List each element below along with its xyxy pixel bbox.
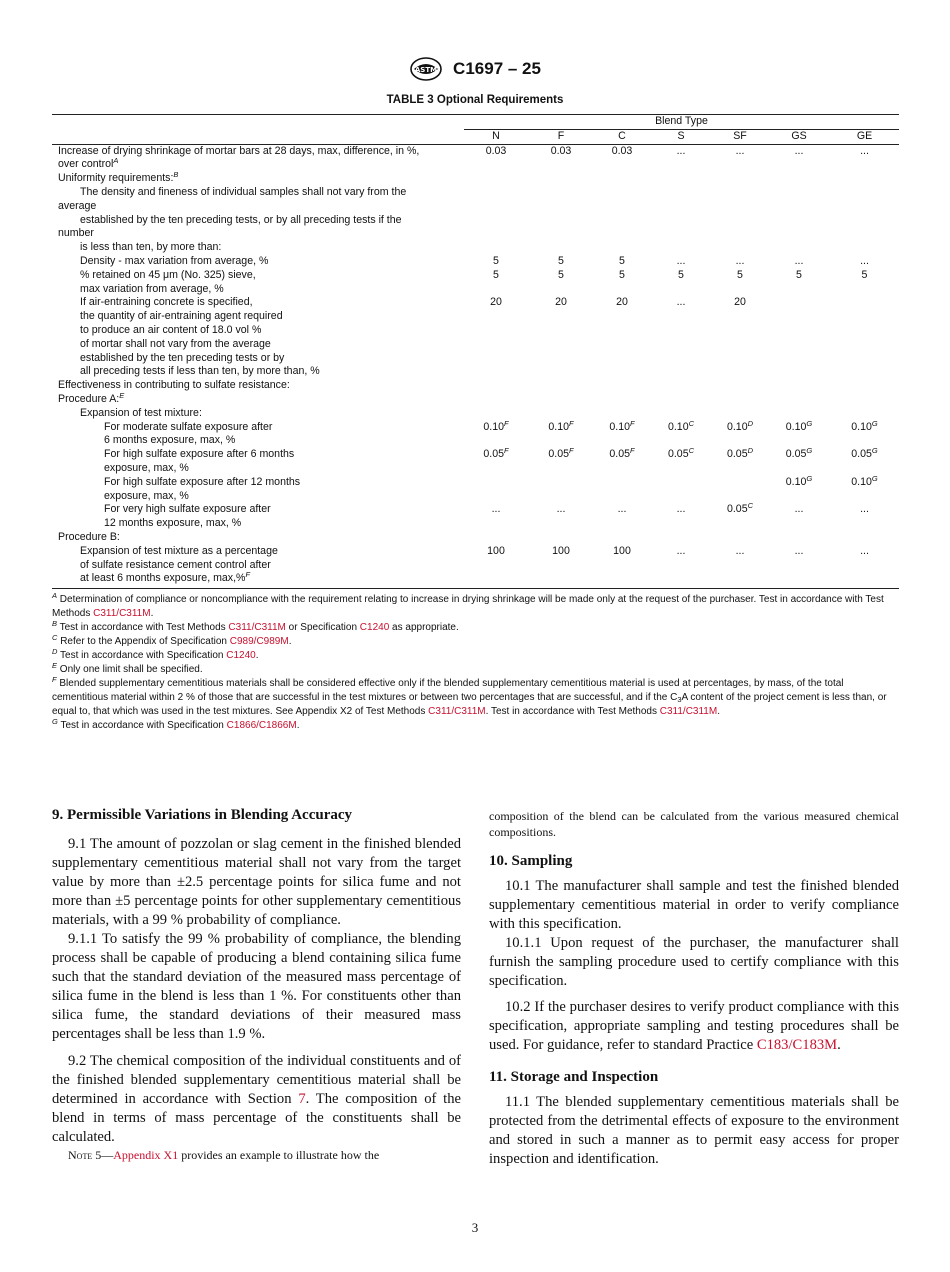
table-cell: 5 [619, 254, 625, 267]
astm-logo-text: ASTM [414, 66, 438, 74]
table-header-row [52, 115, 899, 130]
footnote: $^A$ Determination of compliance or noncompliance with the requirement relating to increase in drying shrinkage will be made only at the request of the purchaser. Test in accordance with Test Methods C311/C311M. [52, 591, 884, 619]
table-cell: ... [556, 503, 566, 516]
table-cell: ... [860, 503, 869, 516]
table-row [52, 476, 899, 504]
table-row [52, 545, 899, 589]
footnote: $^B$ Test in accordance with Test Methods C311/C311M or Specification C1240 as appropriate. [52, 619, 459, 633]
table-row [52, 379, 899, 393]
row-label: For moderate sulfate exposure after 6 months exposure, max, % [104, 420, 273, 447]
paragraph-9-2: 9.2 The chemical composition of the individual constituents and of the finished blended supplementary cementitious material shall be determined in accordance with Section 7. The composition of the blend in terms of mass percentage of the constituents shall be calculated. [52, 1053, 462, 1145]
table-cell [830, 296, 899, 379]
table-cell: ... [676, 503, 686, 516]
section-7-link[interactable]: 7 [298, 1091, 306, 1107]
table-cell [464, 476, 528, 504]
table-cell: $0.10^D$ [726, 418, 754, 433]
optional-requirements-table [52, 114, 899, 589]
table-cell: ... [860, 254, 869, 267]
table-cell [768, 296, 830, 379]
table-cell: 5 [737, 268, 743, 281]
table-cell: 5 [861, 268, 868, 281]
footnote-link[interactable]: C311/C311M [428, 706, 486, 717]
paragraph-10-1-1: 10.1.1 Upon request of the purchaser, the manufacturer shall furnish the sampling procedure used to certify compliance with this specification. [489, 935, 899, 989]
table-cell: 5 [558, 254, 564, 267]
table-column-row [52, 129, 899, 144]
table-cell: 20 [490, 296, 502, 309]
table-cell: 0.03 [550, 144, 572, 157]
row-label: Procedure B: [58, 530, 120, 543]
table-cell: $0.05^C$ [667, 446, 695, 461]
table-cell [528, 476, 594, 504]
note-5-continued: composition of the blend can be calculated from the various measured chemical compositions. [489, 809, 899, 839]
table-row [52, 531, 899, 545]
table-cell: $0.05^C$ [726, 501, 754, 516]
table-cell: $0.10^C$ [667, 418, 695, 433]
row-label: Density - max variation from average, % [80, 254, 269, 267]
left-column [52, 806, 461, 1163]
table-cell: ... [676, 296, 686, 309]
c183-link[interactable]: C183/C183M [756, 1037, 838, 1053]
table-cell: ... [676, 254, 686, 267]
table-cell: ... [650, 545, 712, 589]
page-number: 3 [471, 1220, 479, 1235]
row-label: For high sulfate exposure after 6 months exposure, max, % [104, 448, 295, 474]
table-cell: ... [676, 144, 686, 157]
table-footnotes [52, 593, 899, 733]
row-label: Procedure A:$^E$ [58, 390, 125, 405]
astm-logo-icon [409, 56, 443, 82]
table-cell: $0.10^F$ [609, 418, 635, 433]
table-cell: $0.10^G$ [851, 418, 878, 433]
table-cell: ... [491, 503, 501, 516]
table-row [52, 172, 899, 186]
table-row [52, 393, 899, 407]
column-header: S [650, 129, 712, 144]
blend-type-header: Blend Type [464, 115, 899, 130]
paragraph-11-1: 11.1 The blended supplementary cementitious materials shall be protected from the detrimental effects of exposure to the environment and stored in such a manner as to permit easy access for proper inspection and identification. [489, 1094, 899, 1167]
footnote-link[interactable]: C1240 [359, 622, 390, 633]
row-label: Effectiveness in contributing to sulfate resistance: [58, 379, 290, 392]
column-header: GS [768, 129, 830, 144]
row-label: The density and fineness of individual samples shall not vary from the average established by the ten preceding tests, or by all preceding tests if the number is less than ten, by more than: [58, 185, 407, 254]
table-cell: $0.05^F$ [483, 446, 509, 461]
table-row [52, 503, 899, 531]
table-cell: $0.05^F$ [609, 446, 635, 461]
table-row [52, 186, 899, 255]
paragraph-9-1-1: 9.1.1 To satisfy the 99 % probability of compliance, the blending process shall be capable of producing a blend containing silica fume such that the standard deviation of the measured mass percentage of silica fume in the blend is less than 1 %. For constituents other than silica fume, the standard deviations of their measured mass percentages shall be less than 1.9 %. [52, 931, 461, 1042]
footnote-link[interactable]: C311/C311M [659, 706, 718, 717]
table-row [52, 421, 899, 449]
footnote-link[interactable]: C1866/C1866M [226, 720, 297, 731]
row-label: Increase of drying shrinkage of mortar bars at 28 days, max, difference, in %, over control$^A$ [58, 144, 420, 171]
table-cell: ... [860, 144, 869, 157]
page-header [0, 56, 950, 82]
table-cell: $0.10^G$ [785, 473, 813, 488]
table-cell: ... [768, 545, 830, 589]
column-header: GE [830, 129, 899, 144]
table-cell: 100 [528, 545, 594, 589]
footnote-link[interactable]: C311/C311M [93, 608, 151, 619]
document-id: C1697 – 25 [453, 59, 541, 78]
section-9-title: 9. Permissible Variations in Blending Accuracy [52, 807, 353, 823]
table-cell: 5 [796, 268, 802, 281]
footnote-link[interactable]: C1240 [226, 650, 256, 661]
footnote: $^C$ Refer to the Appendix of Specification C989/C989M. [52, 633, 292, 647]
table-cell: 0.03 [611, 144, 633, 157]
table-cell: ... [735, 254, 745, 267]
table-cell: 0.03 [485, 144, 507, 157]
table-cell: $0.05^G$ [851, 446, 878, 461]
row-label: % retained on 45 μm (No. 325) sieve, max variation from average, % [80, 268, 256, 295]
column-header: F [528, 129, 594, 144]
footnote: $^F$ Blended supplementary cementitious materials shall be considered effective only if the blended supplementary cementitious material is used at percentages, by mass, of the total cementitious material within 2 % of those that are successful in the test mixtures or between two percentages that are successful, and if the $C_3A$ content of the project cement is less than, or equal to, that which was used in the test mixtures. See Appendix X2 of Test Methods C311/C311M. Test in accordance with Test Methods C311/C311M. [52, 675, 887, 717]
paragraph-10-1: 10.1 The manufacturer shall sample and test the finished blended supplementary cementitious material in order to verify compliance with this specification. [489, 878, 899, 932]
table-row [52, 269, 899, 297]
table-row [52, 296, 899, 379]
table-cell: 20 [555, 296, 567, 309]
column-header: SF [712, 129, 768, 144]
table-cell: $0.10^G$ [851, 473, 878, 488]
table-cell: 5 [558, 268, 564, 281]
footnote: $^E$ Only one limit shall be specified. [52, 661, 203, 675]
table-row [52, 144, 899, 172]
table-cell: ... [794, 254, 804, 267]
footnote: $^G$ Test in accordance with Specification C1866/C1866M. [52, 717, 300, 731]
table-cell: $0.10^F$ [483, 418, 509, 433]
row-label: Expansion of test mixture: [80, 406, 202, 419]
footnote-link[interactable]: C311/C311M [228, 622, 286, 633]
table-cell: ... [735, 144, 745, 157]
table-row [52, 448, 899, 476]
section-11-title: 11. Storage and Inspection [489, 1069, 659, 1085]
note-5: Note 5—Appendix X1 provides an example to illustrate how the [68, 1148, 380, 1162]
footnote-link[interactable]: C989/C989M [229, 636, 289, 647]
row-label: Uniformity requirements:$^B$ [58, 170, 179, 185]
table-cell: 100 [594, 545, 650, 589]
table-row [52, 255, 899, 269]
table-cell: 5 [619, 268, 625, 281]
table-cell: $0.05^D$ [726, 446, 754, 461]
table-cell: $0.10^F$ [548, 418, 574, 433]
row-label: Expansion of test mixture as a percentage of sulfate resistance cement control after at least 6 months exposure, max,%$^F$ [52, 545, 464, 589]
table-cell: $0.05^F$ [548, 446, 574, 461]
table-cell: 20 [616, 296, 628, 309]
table-cell: $0.05^G$ [785, 446, 813, 461]
section-10-title: 10. Sampling [489, 853, 573, 869]
column-header: C [594, 129, 650, 144]
table-cell: ... [712, 545, 768, 589]
table-cell: ... [830, 545, 899, 589]
table-cell: 100 [464, 545, 528, 589]
table-cell [594, 476, 650, 504]
table-cell [650, 476, 712, 504]
table-cell: ... [794, 144, 804, 157]
table-cell: 20 [734, 296, 746, 309]
footnote: $^D$ Test in accordance with Specification C1240. [52, 647, 259, 661]
row-label: If air-entraining concrete is specified, the quantity of air-entraining agent required to produce an air content of 18.0 vol % of mortar shall not vary from the average established by the ten preceding tests or by all preceding tests if less than ten, by more than, % [80, 296, 320, 378]
table-cell: ... [617, 503, 627, 516]
table-cell: 5 [493, 268, 499, 281]
table-title: TABLE 3 Optional Requirements [386, 94, 564, 106]
row-label: For high sulfate exposure after 12 months exposure, max, % [104, 475, 301, 502]
table-cell: ... [794, 503, 804, 516]
table-cell: 5 [493, 254, 499, 267]
paragraph-9-1: 9.1 The amount of pozzolan or slag cement in the finished blended supplementary cementitious material shall not vary from the target value by more than ±2.5 percentage points for silica fume and not more than ±5 percentage points for other supplementary cementitious materials, with a 99 % probability of compliance. [52, 836, 461, 928]
table-cell: 5 [678, 268, 684, 281]
column-header: N [464, 129, 528, 144]
right-column [489, 808, 899, 1169]
appendix-x1-link[interactable]: Appendix X1 [113, 1148, 179, 1162]
table-cell: $0.10^G$ [785, 418, 813, 433]
paragraph-10-2: 10.2 If the purchaser desires to verify product compliance with this specification, appropriate sampling and testing procedures shall be used. For guidance, refer to standard Practice C183/C183M. [489, 999, 899, 1053]
table-row [52, 407, 899, 421]
table-cell [712, 476, 768, 504]
row-label: For very high sulfate exposure after 12 months exposure, max, % [104, 503, 271, 530]
